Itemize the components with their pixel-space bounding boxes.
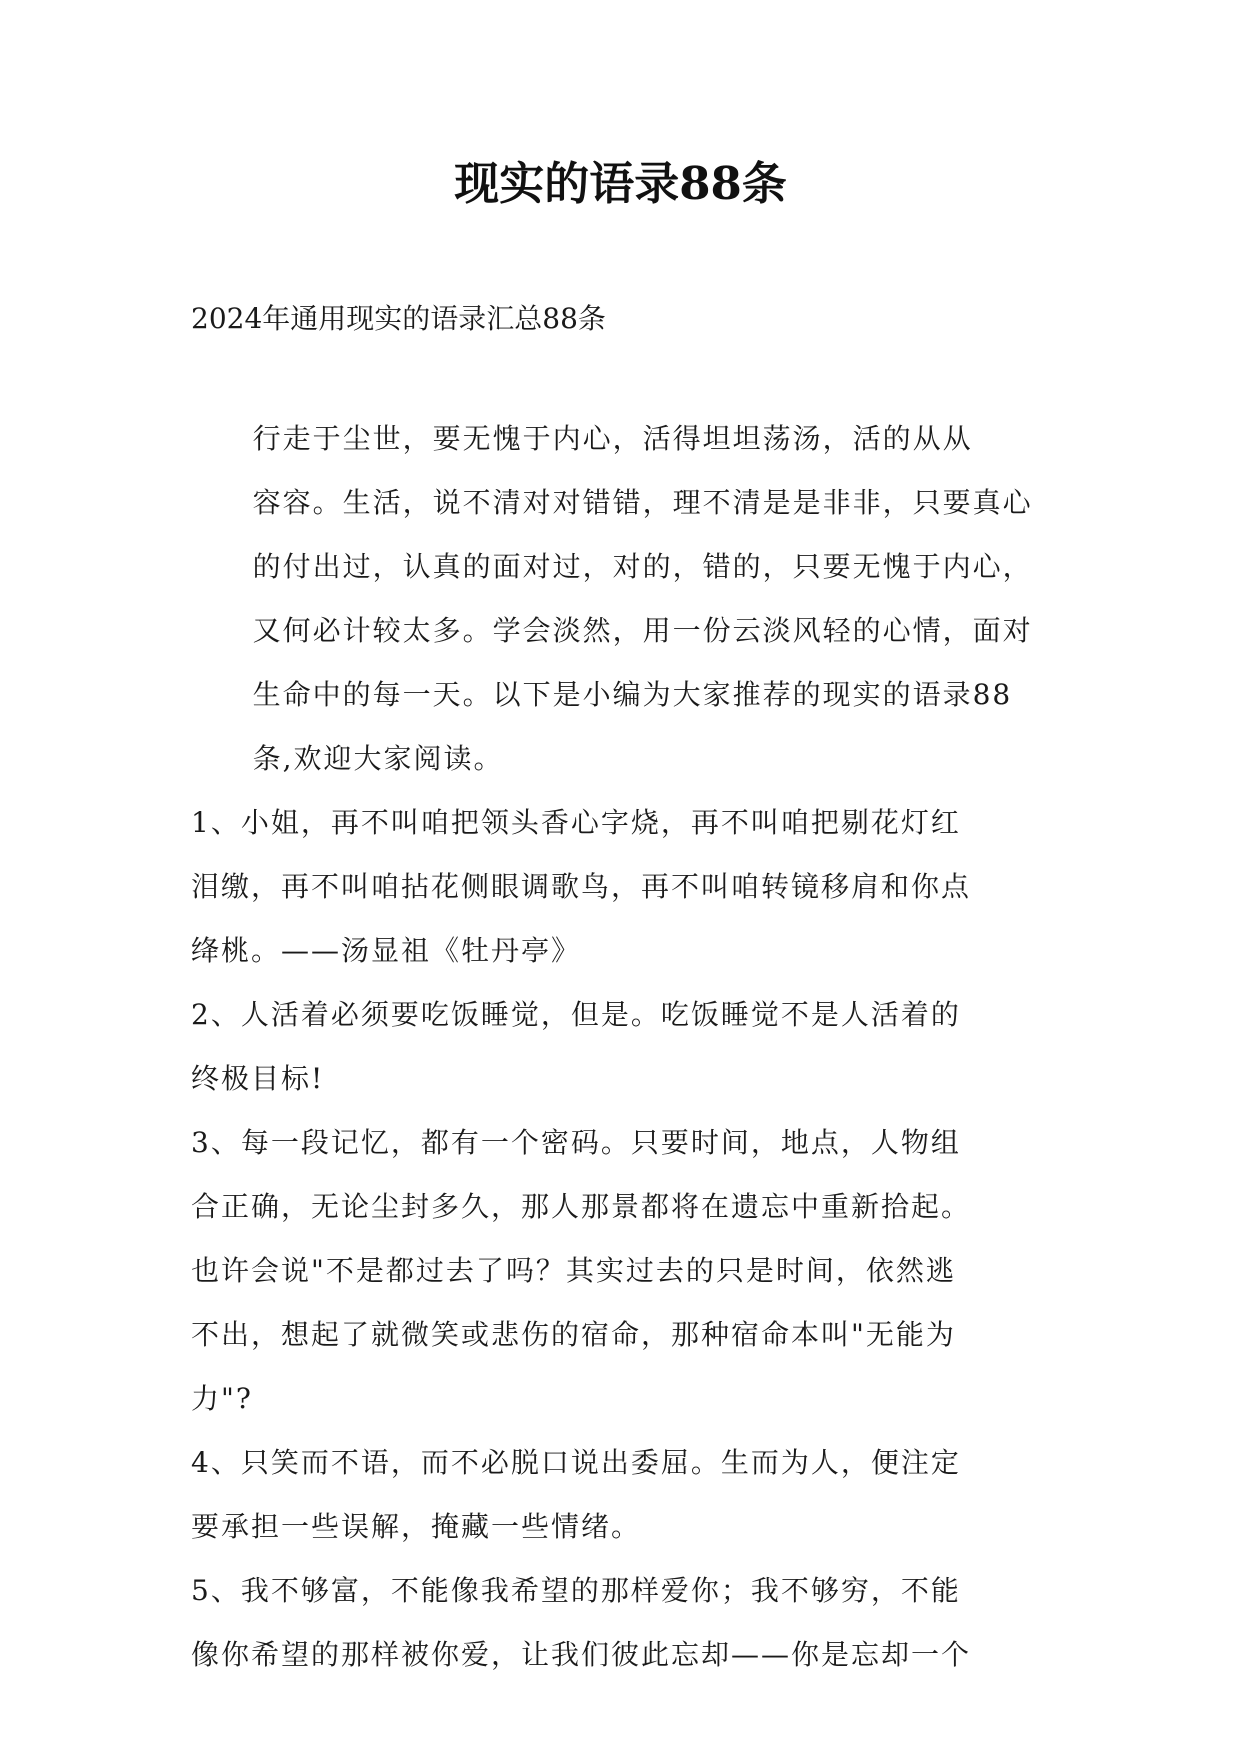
document-subtitle: 2024年通用现实的语录汇总88条 [191, 302, 606, 335]
intro-paragraph [191, 407, 1071, 791]
quote-item-3 [191, 1111, 1071, 1431]
text-line: 5、我不够富，不能像我希望的那样爱你；我不够穷，不能 [191, 1574, 961, 1607]
text-line: 4、只笑而不语，而不必脱口说出委屈。生而为人，便注定 [191, 1446, 961, 1479]
document-title: 现实的语录88条 [454, 157, 787, 210]
text-line: 又何必计较太多。学会淡然，用一份云淡风轻的心情，面对 [252, 614, 1033, 647]
quote-item-5 [191, 1559, 1071, 1687]
text-line: 合正确，无论尘封多久，那人那景都将在遗忘中重新拾起。 [191, 1190, 972, 1223]
text-line: 绛桃。——汤显祖《牡丹亭》 [191, 934, 582, 967]
quote-item-4 [191, 1431, 1071, 1559]
text-line: 1、小姐，再不叫咱把领头香心字烧，再不叫咱把剔花灯红 [191, 806, 961, 839]
text-line: 条,欢迎大家阅读。 [252, 742, 504, 775]
text-line: 泪缴，再不叫咱拈花侧眼调歌鸟，再不叫咱转镜移肩和你点 [191, 870, 972, 903]
text-line: 不出，想起了就微笑或悲伤的宿命，那种宿命本叫"无能为 [191, 1318, 956, 1351]
text-line: 3、每一段记忆，都有一个密码。只要时间，地点，人物组 [191, 1126, 961, 1159]
text-line: 也许会说"不是都过去了吗？其实过去的只是时间，依然逃 [191, 1254, 956, 1287]
text-line: 力"? [191, 1382, 253, 1415]
text-line: 容容。生活，说不清对对错错，理不清是是非非，只要真心 [252, 486, 1033, 519]
text-line: 要承担一些误解，掩藏一些情绪。 [191, 1510, 642, 1543]
quote-item-2 [191, 983, 1071, 1111]
document-body [191, 407, 1071, 1687]
text-line: 2、人活着必须要吃饭睡觉，但是。吃饭睡觉不是人活着的 [191, 998, 961, 1031]
text-line: 的付出过，认真的面对过，对的，错的，只要无愧于内心， [252, 550, 1033, 583]
text-line: 生命中的每一天。以下是小编为大家推荐的现实的语录88 [252, 678, 1013, 711]
text-line: 终极目标! [191, 1062, 325, 1095]
text-line: 行走于尘世，要无愧于内心，活得坦坦荡汤，活的从从 [252, 422, 973, 455]
text-line: 像你希望的那样被你爱，让我们彼此忘却——你是忘却一个 [191, 1638, 972, 1671]
quote-item-1 [191, 791, 1071, 983]
